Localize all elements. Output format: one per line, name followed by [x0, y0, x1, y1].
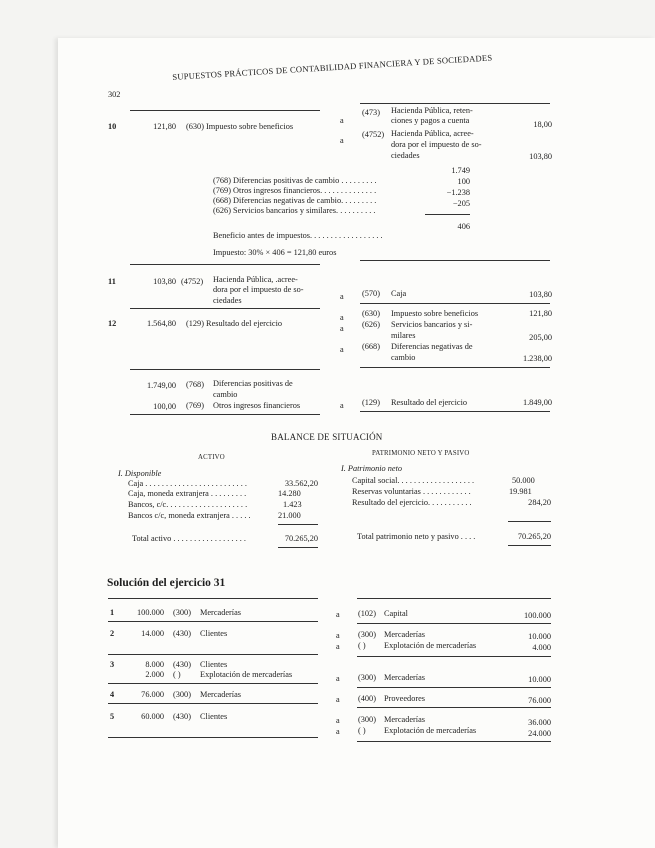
a-marker: a	[340, 116, 344, 125]
activo-item-value: 21.000	[278, 511, 301, 520]
credit-account-code: ( )	[358, 641, 366, 650]
debit-account-code: (430)	[173, 660, 191, 669]
a-marker: a	[340, 324, 344, 333]
credit-account-text: Diferencias negativas de	[391, 342, 473, 351]
page-number: 302	[108, 90, 121, 99]
pasivo-header: PATRIMONIO NETO Y PASIVO	[372, 450, 470, 457]
credit-account-text: Proveedores	[384, 694, 426, 703]
book-page	[58, 38, 655, 848]
rule	[108, 598, 318, 599]
credit-account-code: (300)	[358, 673, 376, 682]
rule	[360, 367, 550, 368]
debit-amount: 121,80	[153, 122, 176, 131]
credit-account-text: Capital	[384, 609, 408, 618]
rule	[357, 623, 551, 624]
rule	[508, 545, 551, 546]
a-marker: a	[336, 716, 340, 725]
rule	[360, 303, 550, 304]
credit-account-code: (400)	[358, 694, 376, 703]
result-label: Beneficio antes de impuestos. . . . . . . . . . . . . . . . . .	[213, 231, 383, 240]
credit-amount: 1.849,00	[522, 398, 552, 407]
debit-amount: 8.000	[145, 660, 164, 669]
debit-account-text: Clientes	[200, 712, 228, 721]
credit-account-code: (300)	[358, 630, 376, 639]
credit-account-text: ciedades	[391, 151, 420, 160]
activo-item-label: Bancos, c/c. . . . . . . . . . . . . . . . . . . .	[128, 500, 248, 509]
rule	[108, 654, 318, 655]
calc-value: −205	[452, 199, 470, 208]
credit-account-text: Resultado del ejercicio	[391, 398, 468, 407]
credit-account-text: Hacienda Pública, reten-	[391, 106, 473, 115]
credit-account-text: Explotación de mercaderías	[384, 726, 477, 735]
credit-account-text: Mercaderías	[384, 630, 425, 639]
credit-amount: 121,80	[529, 309, 552, 318]
credit-amount: 18,00	[533, 120, 552, 129]
debit-amount: 76.000	[141, 690, 164, 699]
a-marker: a	[336, 674, 340, 683]
credit-account-text: Hacienda Pública, acree-	[391, 129, 474, 138]
a-marker: a	[340, 292, 344, 301]
debit-account-text: Hacienda Pública, .acree-	[213, 275, 298, 284]
credit-account-text: milares	[391, 331, 416, 340]
activo-item-label: Bancos c/c, moneda extranjera . . . . .	[128, 511, 251, 520]
rule	[425, 214, 470, 215]
rule	[108, 703, 318, 704]
credit-account-code: (626)	[362, 320, 380, 329]
rule	[508, 521, 551, 522]
credit-account-text: dora por el impuesto de so-	[391, 140, 482, 149]
result-value: 406	[457, 222, 470, 231]
rule	[357, 707, 551, 708]
debit-amount: 100,00	[153, 402, 176, 411]
credit-account-code: (630)	[362, 309, 380, 318]
debit-account-text: ciedades	[213, 296, 242, 305]
debit-amount: 1.564,80	[146, 319, 176, 328]
solution-title: Solución del ejercicio 31	[107, 577, 226, 589]
debit-account-code: (4752)	[181, 277, 204, 286]
a-marker: a	[340, 345, 344, 354]
credit-account-code: ( )	[358, 726, 366, 735]
credit-account-text: Mercaderías	[384, 715, 425, 724]
rule	[357, 687, 551, 688]
rule	[278, 547, 318, 548]
entry-number: 1	[110, 608, 115, 617]
calc-label: (668) Diferencias negativas de cambio. . . . . . . . .	[213, 196, 377, 205]
calc-label: (768) Diferencias positivas de cambio . . . . . . . . .	[213, 176, 377, 185]
entry-number: 4	[110, 690, 115, 699]
credit-amount: 36.000	[528, 718, 551, 727]
credit-amount: 100.000	[524, 611, 551, 620]
credit-amount: 4.000	[532, 643, 551, 652]
entry-number: 12	[108, 319, 117, 328]
credit-amount: 103,80	[529, 290, 552, 299]
credit-account-code: (129)	[362, 398, 380, 407]
debit-account-text: Clientes	[200, 629, 228, 638]
a-marker: a	[340, 401, 344, 410]
entry-number: 10	[108, 122, 117, 131]
activo-section: I. Disponible	[118, 469, 162, 478]
rule	[130, 110, 320, 111]
rule	[130, 308, 320, 309]
debit-amount: 1.749,00	[146, 381, 176, 390]
pasivo-item-label: Reservas voluntarias . . . . . . . . . . . .	[352, 487, 471, 496]
credit-amount: 1.238,00	[522, 354, 552, 363]
debit-amount: 2.000	[145, 670, 164, 679]
debit-account-text: Otros ingresos financieros	[213, 401, 301, 410]
debit-account-code: (430)	[173, 629, 191, 638]
a-marker: a	[336, 610, 340, 619]
rule	[357, 741, 551, 742]
debit-account: (630) Impuesto sobre beneficios	[186, 122, 294, 131]
debit-amount: 14.000	[141, 629, 164, 638]
rule	[360, 103, 550, 104]
credit-account-code: (4752)	[362, 130, 385, 139]
debit-account-text: Diferencias positivas de	[213, 379, 293, 388]
pasivo-section: I. Patrimonio neto	[341, 464, 403, 473]
debit-account-text: Explotación de mercaderías	[200, 670, 293, 679]
calc-value: 1.749	[451, 166, 470, 175]
credit-account-code: (570)	[362, 289, 380, 298]
entry-number: 11	[108, 277, 116, 286]
debit-account-code: (300)	[173, 690, 191, 699]
rule	[130, 369, 320, 370]
pasivo-item-value: 284,20	[528, 498, 551, 507]
entry-number: 5	[110, 712, 115, 721]
debit-amount: 60.000	[141, 712, 164, 721]
a-marker: a	[336, 642, 340, 651]
a-marker: a	[336, 727, 340, 736]
activo-item-label: Caja . . . . . . . . . . . . . . . . . . . . . . . . .	[128, 479, 247, 488]
credit-account-text: Servicios bancarios y si-	[391, 320, 473, 329]
pasivo-item-label: Capital social. . . . . . . . . . . . . . . . . . .	[352, 476, 475, 485]
credit-amount: 10.000	[528, 632, 551, 641]
rule	[130, 414, 320, 415]
credit-account-code: (300)	[358, 715, 376, 724]
debit-account-code: ( )	[173, 670, 181, 679]
a-marker: a	[340, 136, 344, 145]
credit-account-text: Explotación de mercaderías	[384, 641, 477, 650]
credit-amount: 24.000	[528, 729, 551, 738]
credit-amount: 103,80	[529, 152, 552, 161]
debit-account-code: (300)	[173, 608, 191, 617]
activo-item-label: Caja, moneda extranjera . . . . . . . . .	[128, 489, 247, 498]
debit-account-code: (769)	[186, 401, 204, 410]
credit-account-code: (668)	[362, 342, 380, 351]
credit-amount: 76.000	[528, 696, 551, 705]
debit-account-text: Mercaderías	[200, 608, 241, 617]
calc-label: (626) Servicios bancarios y similares. . . . . . . . . .	[213, 206, 376, 215]
debit-account-code: (768)	[186, 380, 204, 389]
running-title: SUPUESTOS PRÁCTICOS DE CONTABILIDAD FINANCIERA Y DE SOCIEDADES	[172, 52, 493, 82]
activo-header: ACTIVO	[198, 454, 225, 461]
credit-amount: 10.000	[528, 675, 551, 684]
credit-account-code: (473)	[362, 108, 380, 117]
rule	[108, 683, 318, 684]
activo-total: 70.265,20	[284, 534, 318, 543]
a-marker: a	[336, 695, 340, 704]
debit-account-text: cambio	[213, 390, 238, 399]
debit-amount: 100.000	[137, 608, 164, 617]
pasivo-item-value: 19.981	[509, 487, 532, 496]
tax-calc: Impuesto: 30% × 406 = 121,80 euros	[213, 248, 337, 257]
debit-account: (129) Resultado del ejercicio	[186, 319, 283, 328]
debit-account-text: Mercaderías	[200, 690, 241, 699]
rule	[130, 264, 320, 265]
debit-account-text: Clientes	[200, 660, 228, 669]
a-marker: a	[336, 631, 340, 640]
activo-total-label: Total activo . . . . . . . . . . . . . . . . . .	[132, 534, 246, 543]
debit-amount: 103,80	[153, 277, 176, 286]
calc-value: −1.238	[446, 188, 470, 197]
debit-account-text: dora por el impuesto de so-	[213, 285, 304, 294]
activo-item-value: 1.423	[283, 500, 302, 509]
credit-account-text: cambio	[391, 353, 416, 362]
entry-number: 3	[110, 660, 115, 669]
credit-account-text: Impuesto sobre beneficios	[391, 309, 479, 318]
rule	[357, 598, 551, 599]
calc-value: 100	[457, 177, 470, 186]
credit-account-text: ciones y pagos a cuenta	[391, 116, 470, 125]
a-marker: a	[340, 313, 344, 322]
rule	[108, 621, 318, 622]
activo-item-value: 14.280	[278, 489, 301, 498]
entry-number: 2	[110, 629, 115, 638]
balance-title: BALANCE DE SITUACIÓN	[271, 432, 383, 442]
credit-account-code: (102)	[358, 609, 376, 618]
pasivo-total-label: Total patrimonio neto y pasivo . . . .	[357, 532, 476, 541]
credit-account-text: Mercaderías	[384, 673, 425, 682]
pasivo-item-value: 50.000	[512, 476, 535, 485]
rule	[357, 656, 551, 657]
calc-label: (769) Otros ingresos financieros. . . . . . . . . . . . . .	[213, 186, 377, 195]
rule	[108, 737, 318, 738]
credit-amount: 205,00	[529, 333, 552, 342]
pasivo-item-label: Resultado del ejercicio. . . . . . . . . . .	[352, 498, 472, 507]
rule	[360, 260, 550, 261]
rule	[360, 411, 550, 412]
rule	[278, 524, 318, 525]
pasivo-total: 70.265,20	[517, 532, 551, 541]
credit-account-text: Caja	[391, 289, 407, 298]
debit-account-code: (430)	[173, 712, 191, 721]
activo-item-value: 33.562,20	[284, 479, 318, 488]
